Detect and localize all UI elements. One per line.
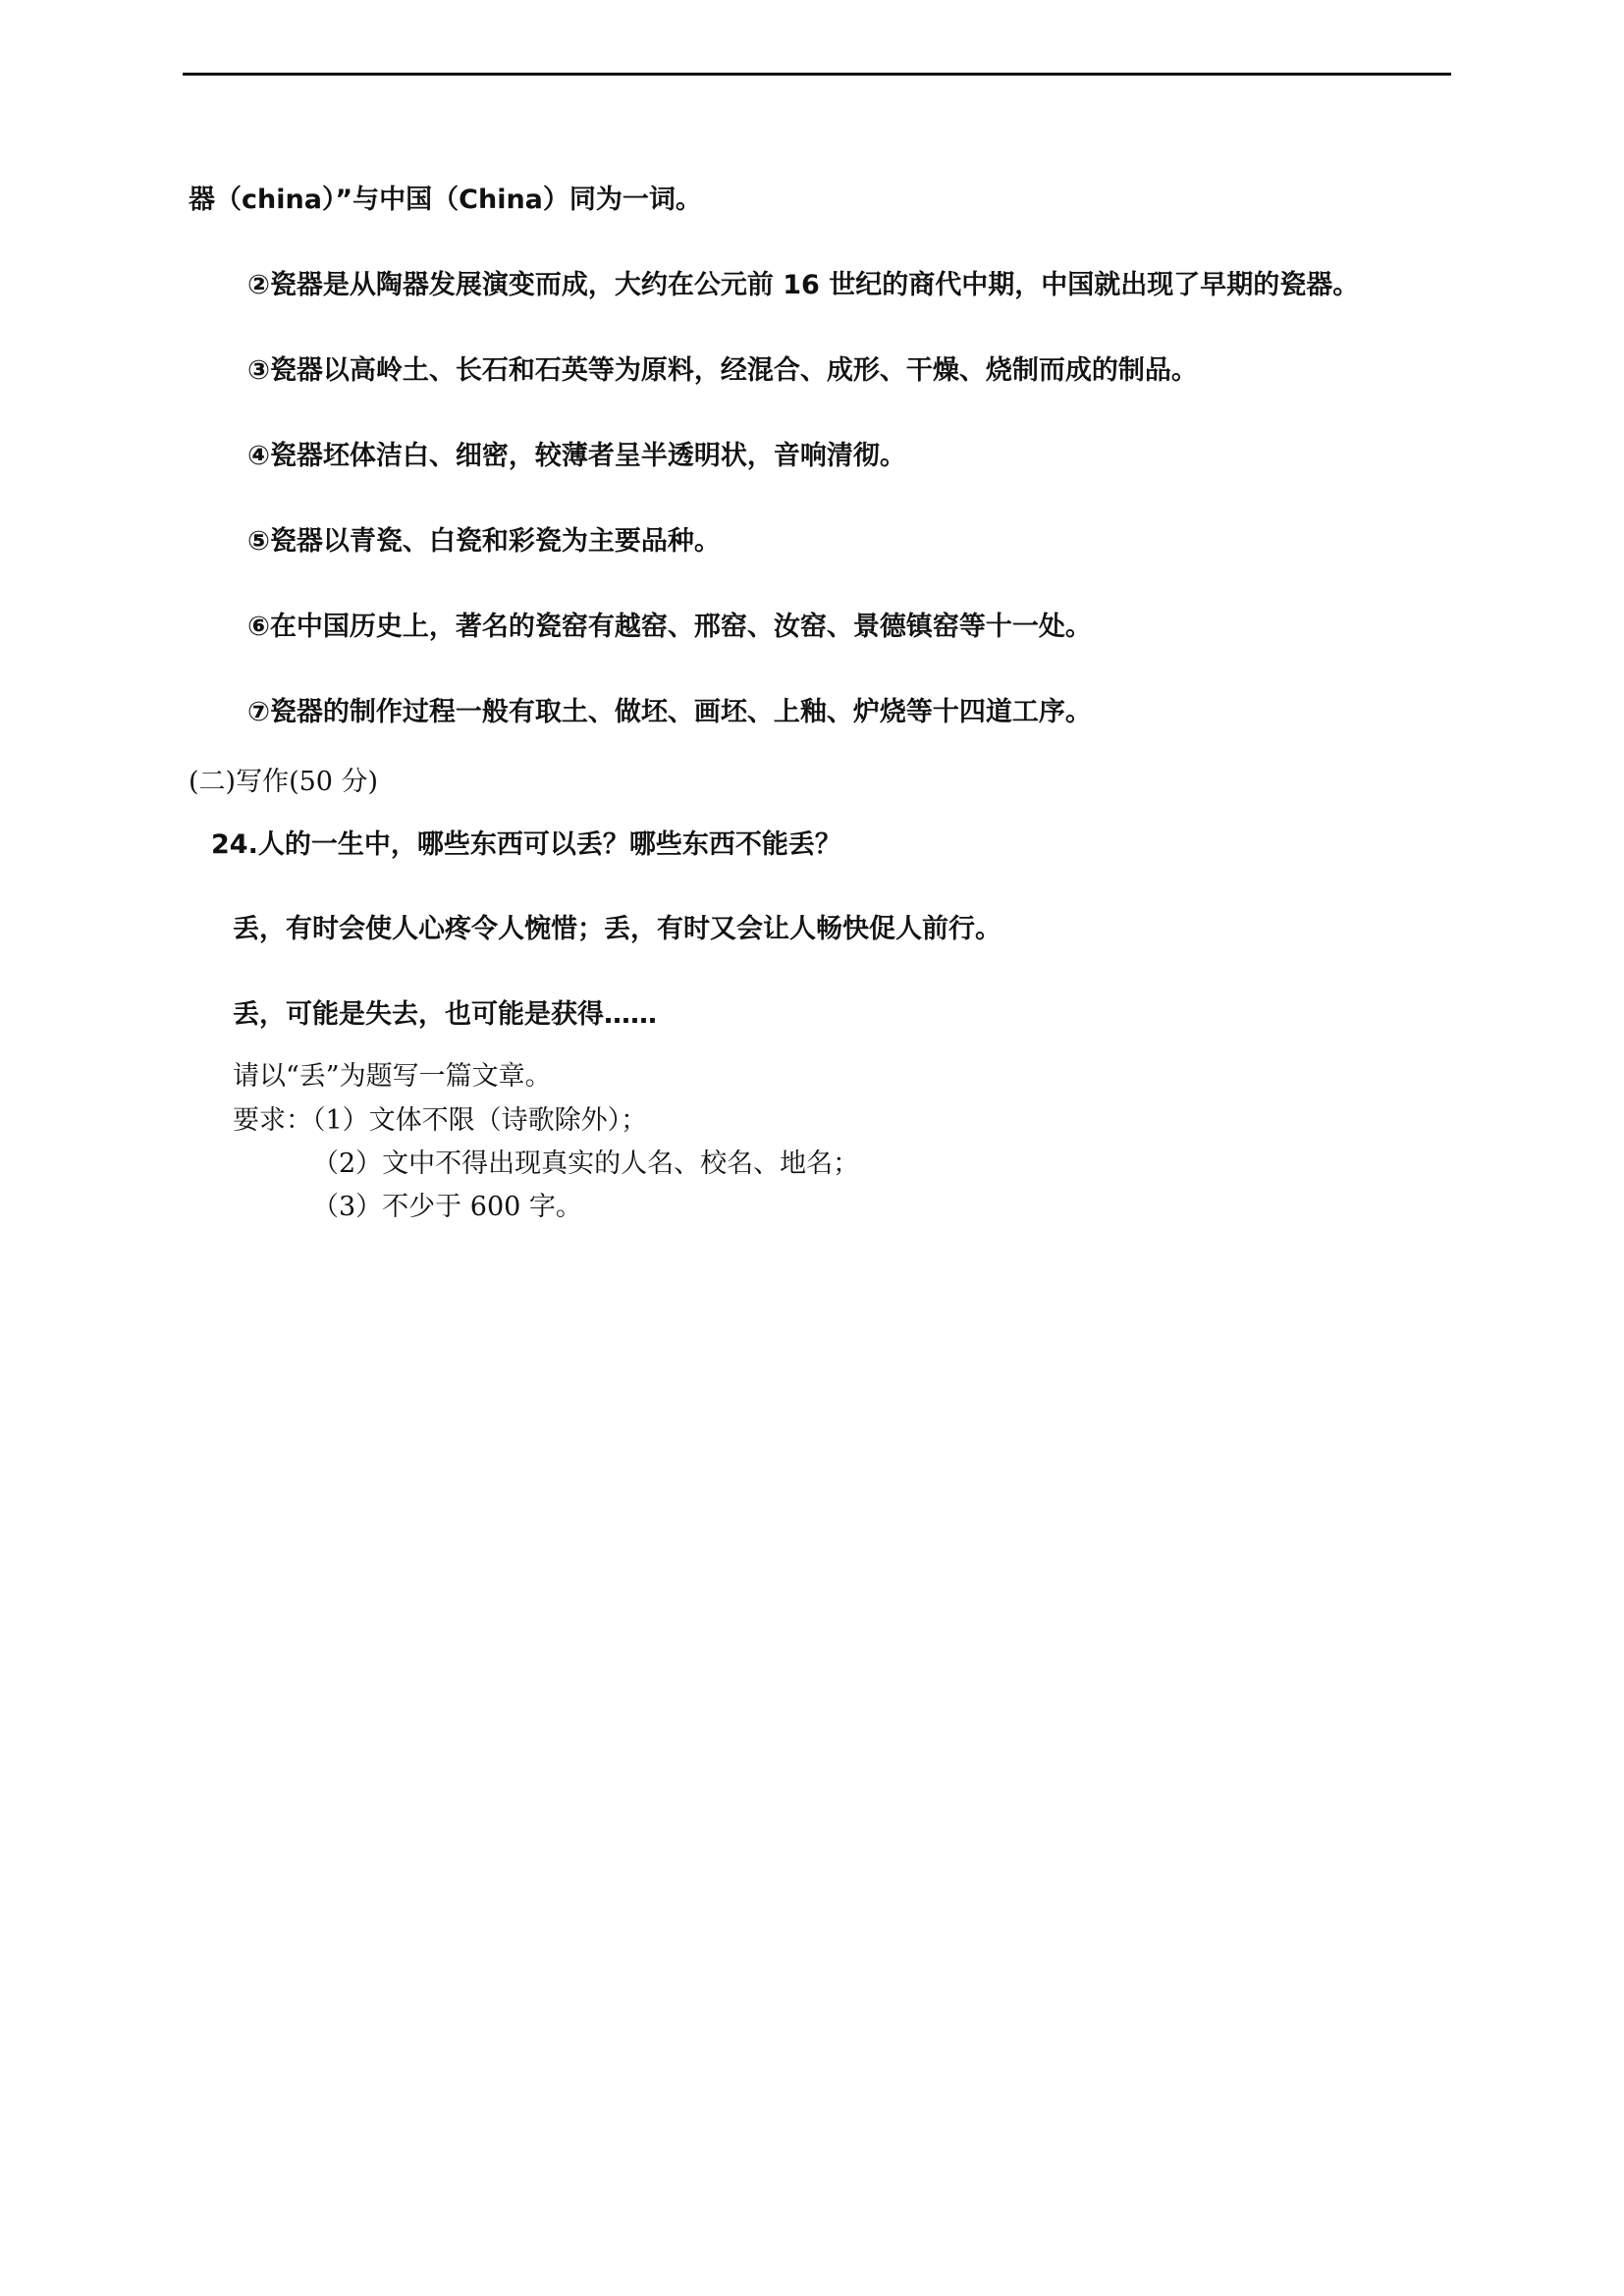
writing-prompt-line-2: 丢，可能是失去，也可能是获得…… bbox=[233, 999, 657, 1030]
passage-item-7: ⑦瓷器的制作过程一般有取土、做坯、画坯、上釉、炉烧等十四道工序。 bbox=[247, 697, 1092, 727]
writing-question: 24.人的一生中，哪些东西可以丢？哪些东西不能丢？ bbox=[211, 829, 841, 860]
passage-item-3: ③瓷器以高岭土、长石和石英等为原料，经混合、成形、干燥、烧制而成的制品。 bbox=[247, 355, 1198, 386]
header-rule bbox=[183, 73, 1451, 76]
passage-item-5: ⑤瓷器以青瓷、白瓷和彩瓷为主要品种。 bbox=[247, 526, 721, 557]
passage-continuation: 器（china）”与中国（China）同为一词。 bbox=[189, 185, 702, 215]
writing-requirements-label: 要求：（1）文体不限（诗歌除外）； bbox=[233, 1105, 648, 1136]
writing-prompt-line-1: 丢，有时会使人心疼令人惋惜；丢，有时又会让人畅快促人前行。 bbox=[233, 914, 1001, 944]
passage-item-4: ④瓷器坯体洁白、细密，较薄者呈半透明状，音响清彻。 bbox=[247, 441, 906, 471]
writing-section-heading: (二)写作(50 分) bbox=[189, 767, 379, 797]
writing-requirement-3: （3）不少于 600 字。 bbox=[312, 1192, 582, 1222]
passage-item-6: ⑥在中国历史上，著名的瓷窑有越窑、邢窑、汝窑、景德镇窑等十一处。 bbox=[247, 612, 1092, 642]
writing-requirement-2: （2）文中不得出现真实的人名、校名、地名； bbox=[312, 1148, 860, 1179]
passage-item-2: ②瓷器是从陶器发展演变而成，大约在公元前 16 世纪的商代中期，中国就出现了早期的瓷器。 bbox=[247, 270, 1360, 300]
writing-instruction: 请以“丢”为题写一篇文章。 bbox=[233, 1061, 552, 1092]
